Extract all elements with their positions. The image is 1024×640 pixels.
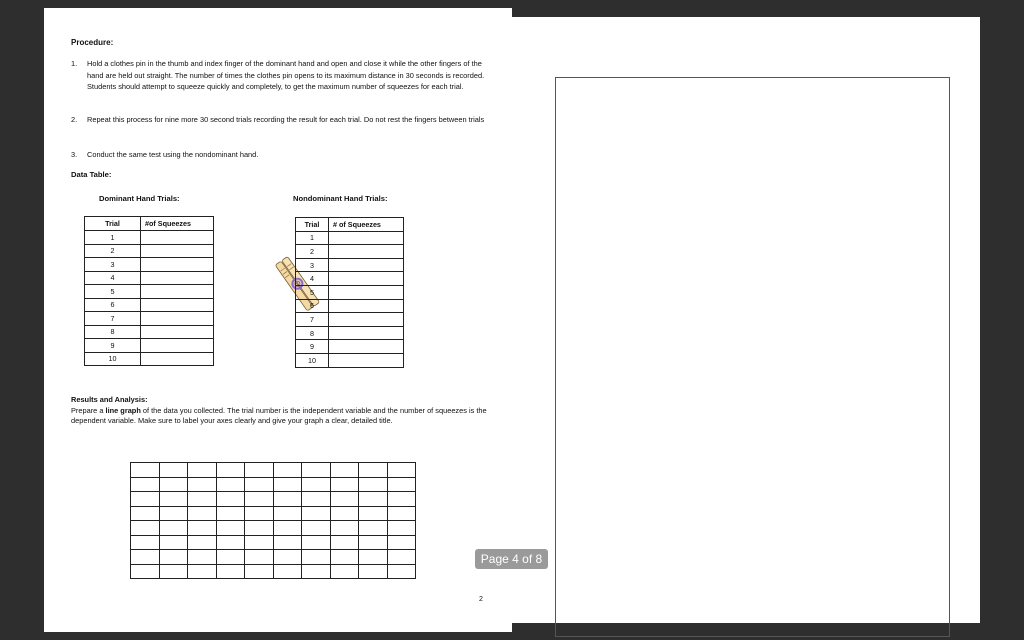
grid-cell: [245, 492, 274, 507]
trial-cell: 9: [85, 339, 141, 353]
grid-cell: [330, 521, 359, 536]
grid-cell: [302, 521, 331, 536]
grid-cell: [273, 550, 302, 565]
table-row: [296, 272, 404, 286]
grid-cell: [387, 492, 416, 507]
grid-cell: [302, 564, 331, 579]
squeezes-cell[interactable]: [141, 325, 214, 339]
grid-cell: [273, 535, 302, 550]
grid-cell: [273, 506, 302, 521]
squeezes-cell[interactable]: [141, 285, 214, 299]
grid-cell: [330, 535, 359, 550]
squeezes-cell[interactable]: [141, 312, 214, 326]
grid-cell: [159, 564, 188, 579]
squeezes-cell[interactable]: [329, 313, 404, 327]
grid-cell: [273, 477, 302, 492]
table-row: [85, 244, 214, 258]
table-row: [85, 285, 214, 299]
table-row: [296, 245, 404, 259]
grid-cell: [273, 492, 302, 507]
grid-cell: [387, 521, 416, 536]
squeezes-cell[interactable]: [329, 285, 404, 299]
squeezes-cell[interactable]: [329, 245, 404, 259]
trial-cell: 10: [296, 353, 329, 367]
data-table-heading: Data Table:: [71, 170, 112, 179]
trial-cell: 3: [296, 258, 329, 272]
grid-cell: [216, 535, 245, 550]
grid-row: [131, 477, 416, 492]
grid-cell: [359, 521, 388, 536]
squeezes-cell[interactable]: [141, 231, 214, 245]
trial-cell: 2: [296, 245, 329, 259]
grid-cell: [245, 477, 274, 492]
grid-row: [131, 535, 416, 550]
grid-cell: [273, 463, 302, 478]
grid-cell: [188, 521, 217, 536]
grid-cell: [302, 477, 331, 492]
table-row: [296, 231, 404, 245]
procedure-heading: Procedure:: [71, 38, 114, 47]
results-instructions: [71, 406, 491, 427]
grid-cell: [245, 463, 274, 478]
grid-cell: [245, 564, 274, 579]
table-row: [85, 352, 214, 366]
grid-cell: [159, 492, 188, 507]
grid-cell: [359, 506, 388, 521]
grid-cell: [131, 550, 160, 565]
grid-cell: [359, 463, 388, 478]
grid-cell: [216, 477, 245, 492]
grid-cell: [188, 564, 217, 579]
nondominant-table-title: Nondominant Hand Trials:: [293, 194, 388, 203]
results-heading: Results and Analysis:: [71, 395, 148, 404]
column-header-trial: Trial: [296, 218, 329, 232]
grid-cell: [188, 492, 217, 507]
trial-cell: 3: [85, 258, 141, 272]
grid-row: [131, 564, 416, 579]
results-text-emphasis: line graph: [105, 405, 141, 415]
trial-cell: 1: [296, 231, 329, 245]
trial-cell: 6: [85, 298, 141, 312]
grid-cell: [245, 535, 274, 550]
grid-cell: [330, 564, 359, 579]
grid-cell: [302, 463, 331, 478]
grid-cell: [330, 506, 359, 521]
squeezes-cell[interactable]: [141, 244, 214, 258]
trial-cell: 6: [296, 299, 329, 313]
grid-cell: [216, 550, 245, 565]
grid-cell: [159, 521, 188, 536]
results-text-suffix: of the data you collected. The trial number is the independent variable and the number of squeezes is the dependent variable. Make sure to label your axes clearly and give your graph a clear, detailed title.: [71, 405, 487, 425]
grid-cell: [131, 477, 160, 492]
page-number: 2: [479, 596, 483, 603]
step-text: Hold a clothes pin in the thumb and index finger of the dominant hand and open and close it while the other fingers of the hand are held out straight. The number of times the clothes pin opens to its maximum distance in 30 seconds is recorded. Students should attempt to squeeze quickly and completely, to get the maximum number of squeezes for each trial.: [87, 59, 485, 91]
grid-cell: [216, 521, 245, 536]
trial-cell: 8: [85, 325, 141, 339]
grid-cell: [216, 564, 245, 579]
table-row: [296, 340, 404, 354]
table-row: [296, 258, 404, 272]
grid-cell: [245, 506, 274, 521]
grid-cell: [359, 535, 388, 550]
table-row: [85, 258, 214, 272]
squeezes-cell[interactable]: [141, 271, 214, 285]
step-text: Conduct the same test using the nondominant hand.: [87, 150, 259, 159]
grid-cell: [302, 550, 331, 565]
grid-row: [131, 521, 416, 536]
grid-cell: [359, 477, 388, 492]
results-text-prefix: Prepare a: [71, 405, 106, 415]
grid-cell: [216, 492, 245, 507]
table-row: [296, 326, 404, 340]
squeezes-cell[interactable]: [141, 298, 214, 312]
trial-cell: 4: [85, 271, 141, 285]
grid-cell: [273, 564, 302, 579]
squeezes-cell[interactable]: [329, 231, 404, 245]
squeezes-cell[interactable]: [141, 258, 214, 272]
squeezes-cell[interactable]: [329, 353, 404, 367]
table-row: [85, 271, 214, 285]
nondominant-hand-table: [295, 217, 404, 368]
grid-cell: [387, 506, 416, 521]
trial-cell: 7: [296, 313, 329, 327]
grid-cell: [159, 463, 188, 478]
document-page-left: [44, 8, 512, 632]
squeezes-cell[interactable]: [329, 340, 404, 354]
grid-cell: [131, 521, 160, 536]
grid-cell: [188, 550, 217, 565]
trial-cell: 2: [85, 244, 141, 258]
grid-cell: [159, 535, 188, 550]
grid-cell: [159, 506, 188, 521]
grid-cell: [387, 550, 416, 565]
step-number: 1.: [71, 59, 78, 68]
grid-row: [131, 506, 416, 521]
grid-row: [131, 463, 416, 478]
graph-grid: [130, 462, 416, 579]
trial-cell: 5: [85, 285, 141, 299]
grid-cell: [330, 477, 359, 492]
grid-cell: [387, 535, 416, 550]
grid-cell: [302, 535, 331, 550]
grid-cell: [387, 564, 416, 579]
column-header-squeezes: # of Squeezes: [329, 218, 404, 232]
grid-cell: [188, 506, 217, 521]
table-row: [85, 339, 214, 353]
grid-cell: [359, 492, 388, 507]
grid-cell: [131, 492, 160, 507]
squeezes-cell[interactable]: [329, 258, 404, 272]
grid-cell: [131, 463, 160, 478]
results-section: [71, 395, 491, 427]
grid-row: [131, 492, 416, 507]
trial-cell: 7: [85, 312, 141, 326]
grid-row: [131, 550, 416, 565]
blank-frame: [555, 77, 950, 637]
grid-cell: [188, 477, 217, 492]
dominant-hand-table: [84, 216, 214, 366]
column-header-trial: Trial: [85, 217, 141, 231]
grid-cell: [188, 463, 217, 478]
grid-cell: [359, 564, 388, 579]
dominant-table-title: Dominant Hand Trials:: [99, 194, 180, 203]
table-row: [85, 312, 214, 326]
grid-cell: [330, 550, 359, 565]
page-indicator-badge: Page 4 of 8: [475, 549, 548, 569]
grid-cell: [159, 477, 188, 492]
step-text: Repeat this process for nine more 30 second trials recording the result for each trial. Do not rest the fingers between trials: [87, 115, 485, 124]
table-row: [296, 313, 404, 327]
grid-cell: [387, 463, 416, 478]
grid-cell: [131, 535, 160, 550]
squeezes-cell[interactable]: [141, 339, 214, 353]
table-row: [85, 298, 214, 312]
trial-cell: 8: [296, 326, 329, 340]
step-number: 2.: [71, 115, 78, 124]
grid-cell: [131, 564, 160, 579]
grid-cell: [245, 521, 274, 536]
trial-cell: 1: [85, 231, 141, 245]
grid-cell: [216, 506, 245, 521]
grid-cell: [302, 506, 331, 521]
grid-cell: [131, 506, 160, 521]
grid-cell: [302, 492, 331, 507]
grid-cell: [245, 550, 274, 565]
step-number: 3.: [71, 150, 78, 159]
table-row: [85, 325, 214, 339]
document-page-right: [512, 17, 980, 623]
squeezes-cell[interactable]: [329, 272, 404, 286]
trial-cell: 5: [296, 285, 329, 299]
table-row: [296, 299, 404, 313]
grid-cell: [387, 477, 416, 492]
squeezes-cell[interactable]: [141, 352, 214, 366]
grid-cell: [159, 550, 188, 565]
grid-cell: [216, 463, 245, 478]
grid-cell: [273, 521, 302, 536]
grid-cell: [330, 463, 359, 478]
column-header-squeezes: #of Squeezes: [141, 217, 214, 231]
squeezes-cell[interactable]: [329, 326, 404, 340]
trial-cell: 10: [85, 352, 141, 366]
table-row: [296, 285, 404, 299]
squeezes-cell[interactable]: [329, 299, 404, 313]
grid-cell: [330, 492, 359, 507]
trial-cell: 4: [296, 272, 329, 286]
grid-cell: [359, 550, 388, 565]
table-row: [85, 231, 214, 245]
trial-cell: 9: [296, 340, 329, 354]
table-row: [296, 353, 404, 367]
grid-cell: [188, 535, 217, 550]
